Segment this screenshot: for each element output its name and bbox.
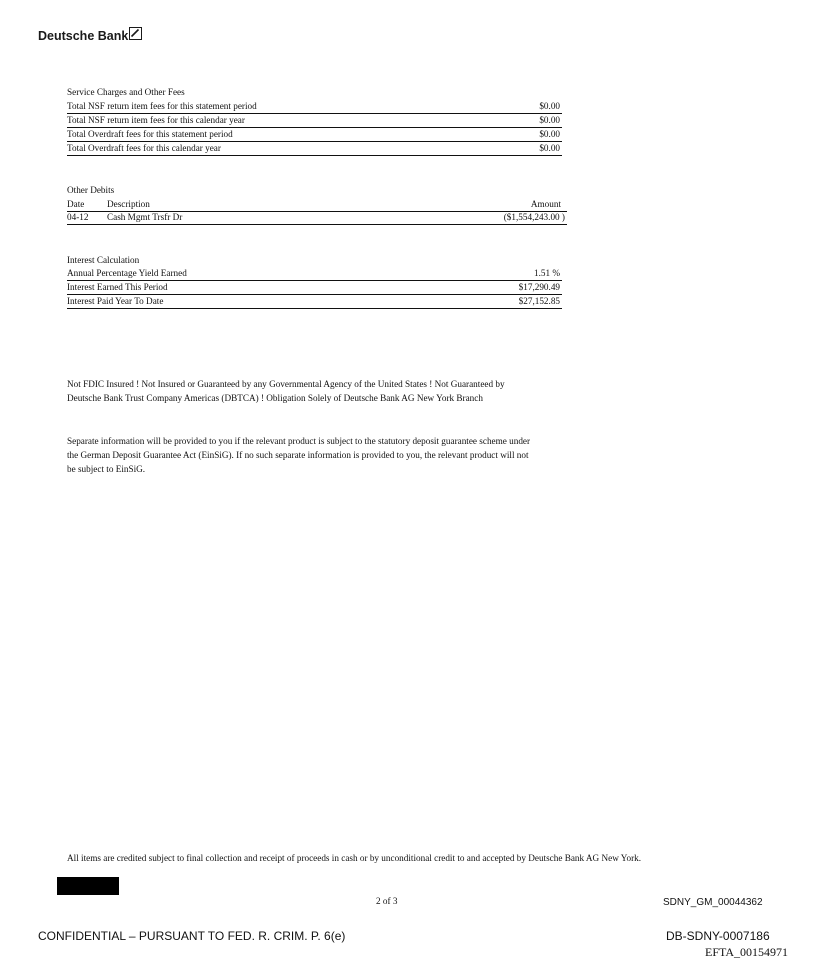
table-row xyxy=(67,211,567,225)
table-row xyxy=(67,142,562,156)
bates-efta: EFTA_00154971 xyxy=(705,945,789,959)
column-header-amount: Amount xyxy=(530,199,561,209)
column-header-description: Description xyxy=(107,199,150,209)
einsig-disclaimer: Separate information will be provided to you if the relevant product is subject to the statutory deposit guarantee scheme under the German Deposit Guarantee Act (EinSiG). If no such separate information is provided to you, the relevant product will not be subject to EinSiG. xyxy=(67,436,531,474)
debit-amount: ($1,554,243.00 ) xyxy=(503,212,565,222)
row-value: $17,290.49 xyxy=(518,282,560,292)
row-value: $0.00 xyxy=(539,143,560,153)
table-row xyxy=(67,100,562,114)
column-header-date: Date xyxy=(67,199,85,209)
service-charges-title: Service Charges and Other Fees xyxy=(67,87,185,97)
redaction-box xyxy=(57,877,119,895)
table-row xyxy=(67,114,562,128)
row-label: Interest Earned This Period xyxy=(67,282,168,292)
row-label: Total NSF return item fees for this calendar year xyxy=(67,115,245,125)
row-value: $0.00 xyxy=(539,115,560,125)
debit-description: Cash Mgmt Trsfr Dr xyxy=(107,212,183,222)
row-value: $0.00 xyxy=(539,129,560,139)
row-label: Annual Percentage Yield Earned xyxy=(67,268,187,278)
deutsche-bank-logo-icon xyxy=(129,27,142,40)
bank-name: Deutsche Bank xyxy=(38,29,129,43)
row-label: Interest Paid Year To Date xyxy=(67,296,164,306)
bates-sdny: SDNY_GM_00044362 xyxy=(663,897,763,908)
row-value: $0.00 xyxy=(539,101,560,111)
bates-db: DB-SDNY-0007186 xyxy=(666,929,770,943)
row-value: $27,152.85 xyxy=(518,296,560,306)
table-row xyxy=(67,267,562,281)
interest-title: Interest Calculation xyxy=(67,255,140,265)
page-number: 2 of 3 xyxy=(376,896,398,906)
credit-note: All items are credited subject to final collection and receipt of proceeds in cash or by unconditional credit to and accepted by Deutsche Bank AG New York. xyxy=(67,853,642,863)
table-header-row xyxy=(67,198,567,212)
debit-date: 04-12 xyxy=(67,212,89,222)
row-label: Total NSF return item fees for this statement period xyxy=(67,101,257,111)
table-row xyxy=(67,295,562,309)
row-label: Total Overdraft fees for this calendar year xyxy=(67,143,221,153)
confidential-notice: CONFIDENTIAL – PURSUANT TO FED. R. CRIM. P. 6(e) xyxy=(38,929,346,943)
table-row xyxy=(67,281,562,295)
other-debits-title: Other Debits xyxy=(67,185,115,195)
row-label: Total Overdraft fees for this statement period xyxy=(67,129,233,139)
fdic-disclaimer: Not FDIC Insured ! Not Insured or Guaranteed by any Governmental Agency of the United States ! Not Guaranteed by Deutsche Bank Trust Company Americas (DBTCA) ! Obligation Solely of Deutsche Bank AG New York Branch xyxy=(67,379,505,403)
row-value: 1.51 % xyxy=(533,268,560,278)
table-row xyxy=(67,128,562,142)
